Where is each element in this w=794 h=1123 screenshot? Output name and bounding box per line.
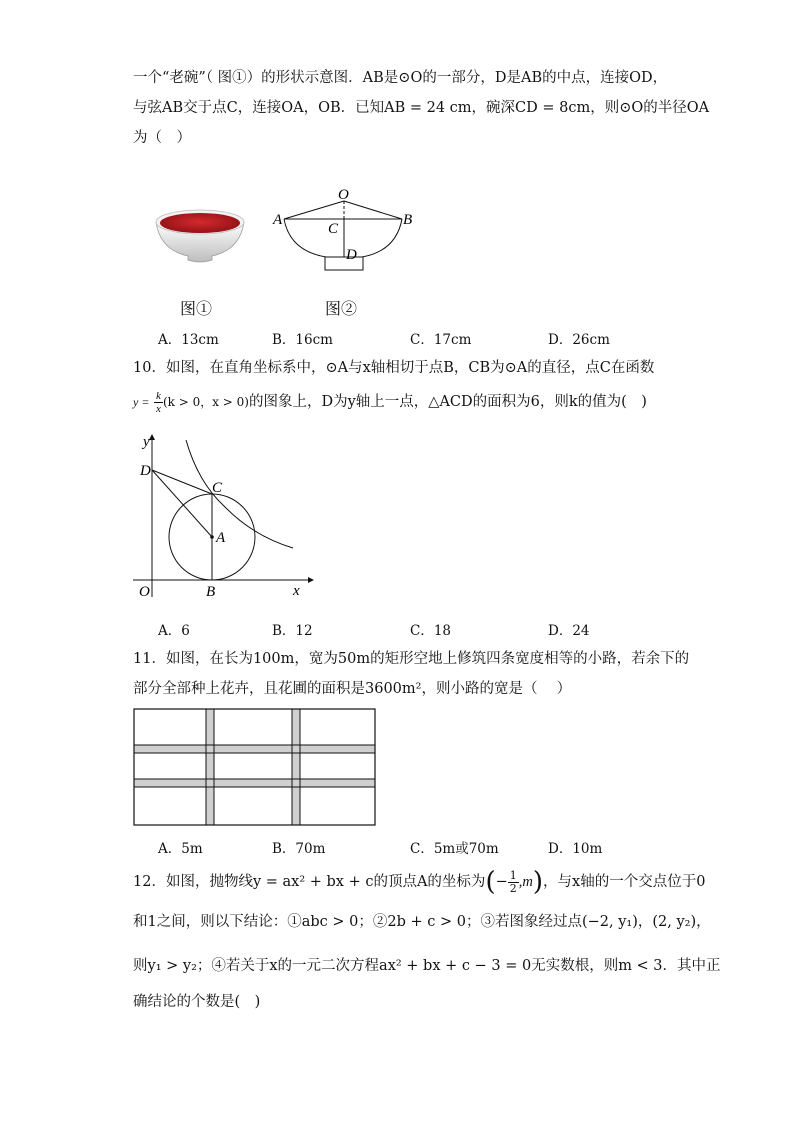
func-fraction bbox=[154, 390, 163, 415]
q12-line-2: 和1之间，则以下结论：①abc > 0；②2b + c > 0；③若图象经过点(−2, y₁)，(2, y₂)， bbox=[133, 914, 711, 930]
q12-line-1-a: 12．如图，抛物线y = ax² + bx + c的顶点A的坐标为 bbox=[133, 874, 486, 890]
q11-option-b[interactable]: B．70m bbox=[272, 841, 326, 857]
label-A: A bbox=[273, 212, 283, 228]
segment-OA bbox=[284, 201, 344, 219]
bowl-foot bbox=[325, 257, 363, 270]
center-A-dot bbox=[210, 535, 214, 539]
q11-field-figure bbox=[133, 708, 378, 828]
q11-line-1: 11．如图，在长为100m，宽为50m的矩形空地上修筑四条宽度相等的小路，若余下的 bbox=[133, 651, 690, 667]
q11-option-c[interactable]: C．5m或70m bbox=[410, 841, 499, 857]
q10-option-d[interactable]: D．24 bbox=[548, 623, 590, 639]
segment-OB bbox=[344, 201, 402, 219]
q12-line-1: 12．如图，抛物线y = ax² + bx + c的顶点A的坐标为(− $\frac{1}{2}$ ,m)，与x轴的一个交点位于0 bbox=[133, 867, 706, 897]
road-vertical-1 bbox=[206, 709, 214, 825]
func-numerator: k bbox=[156, 389, 161, 402]
q10-line-2-rest: 的图象上，D为y轴上一点，△ACD的面积为6，则k的值为( ) bbox=[248, 394, 647, 410]
q10-option-b[interactable]: B．12 bbox=[272, 623, 313, 639]
fig2-caption: 图② bbox=[325, 299, 358, 318]
label-B: B bbox=[206, 584, 216, 600]
q12-line-4: 确结论的个数是( ) bbox=[133, 994, 261, 1010]
label-x: x bbox=[293, 583, 300, 599]
vertex-numerator: 1 bbox=[509, 868, 517, 882]
func-y: y = bbox=[133, 395, 150, 409]
q10-line-2 bbox=[133, 388, 647, 416]
x-axis-arrow bbox=[308, 577, 314, 583]
vertex-denominator: 2 bbox=[509, 881, 517, 895]
func-condition: (k > 0，x > 0) bbox=[162, 395, 249, 409]
q9-line-3: 为（ ） bbox=[133, 130, 191, 146]
label-C: C bbox=[328, 221, 339, 237]
label-O: O bbox=[338, 187, 349, 203]
q10-option-c[interactable]: C．18 bbox=[410, 623, 452, 639]
q11-line-2: 部分全部种上花卉，且花圃的面积是3600m²，则小路的宽是（ ） bbox=[133, 681, 572, 697]
func-denominator: x bbox=[156, 402, 161, 415]
bowl-diagram-figure bbox=[270, 183, 420, 293]
vertex-fraction bbox=[508, 870, 519, 895]
label-B: B bbox=[403, 212, 413, 228]
q11-option-a[interactable]: A．5m bbox=[158, 841, 203, 857]
q10-coordinate-figure bbox=[128, 432, 318, 602]
q9-option-b[interactable]: B．16cm bbox=[272, 332, 333, 348]
label-y: y bbox=[143, 434, 150, 450]
q10-option-a[interactable]: A．6 bbox=[158, 623, 190, 639]
q9-line-1: 一个“老碗”（ 图①）的形状示意图．AB是⊙O的一部分，D是AB的中点，连接OD， bbox=[133, 70, 668, 86]
vertex-sign: − bbox=[495, 874, 508, 890]
q12-line-1-b: ，与x轴的一个交点位于0 bbox=[543, 874, 706, 890]
vertex-m: ,m bbox=[518, 874, 533, 890]
label-A: A bbox=[216, 530, 226, 546]
y-axis-arrow bbox=[149, 434, 155, 440]
road-horizontal-1 bbox=[134, 745, 375, 753]
q12-line-3: 则y₁ > y₂；④若关于x的一元二次方程ax² + bx + c − 3 = 0无实数根，则m < 3．其中正 bbox=[133, 958, 721, 974]
q9-option-c[interactable]: C．17cm bbox=[410, 332, 472, 348]
label-D: D bbox=[346, 247, 357, 263]
hyperbola-curve bbox=[186, 440, 293, 548]
road-horizontal-2 bbox=[134, 779, 375, 787]
segment-DC bbox=[152, 470, 212, 494]
bowl-inside bbox=[160, 213, 240, 233]
label-C: C bbox=[212, 480, 223, 496]
q9-option-d[interactable]: D．26cm bbox=[548, 332, 610, 348]
label-O: O bbox=[139, 584, 150, 600]
field-rectangle bbox=[134, 709, 375, 825]
bowl-photo-figure bbox=[150, 200, 250, 270]
q9-line-2: 与弦AB交于点C，连接OA，OB．已知AB = 24 cm，碗深CD = 8cm，则⊙O的半径OA bbox=[133, 100, 710, 116]
q9-option-a[interactable]: A．13cm bbox=[158, 332, 219, 348]
road-vertical-2 bbox=[292, 709, 300, 825]
label-D: D bbox=[140, 463, 151, 479]
fig1-caption: 图① bbox=[180, 299, 213, 318]
q11-option-d[interactable]: D．10m bbox=[548, 841, 603, 857]
arc-AB bbox=[284, 219, 402, 257]
q10-line-1: 10．如图，在直角坐标系中，⊙A与x轴相切于点B，CB为⊙A的直径，点C在函数 bbox=[133, 360, 655, 376]
